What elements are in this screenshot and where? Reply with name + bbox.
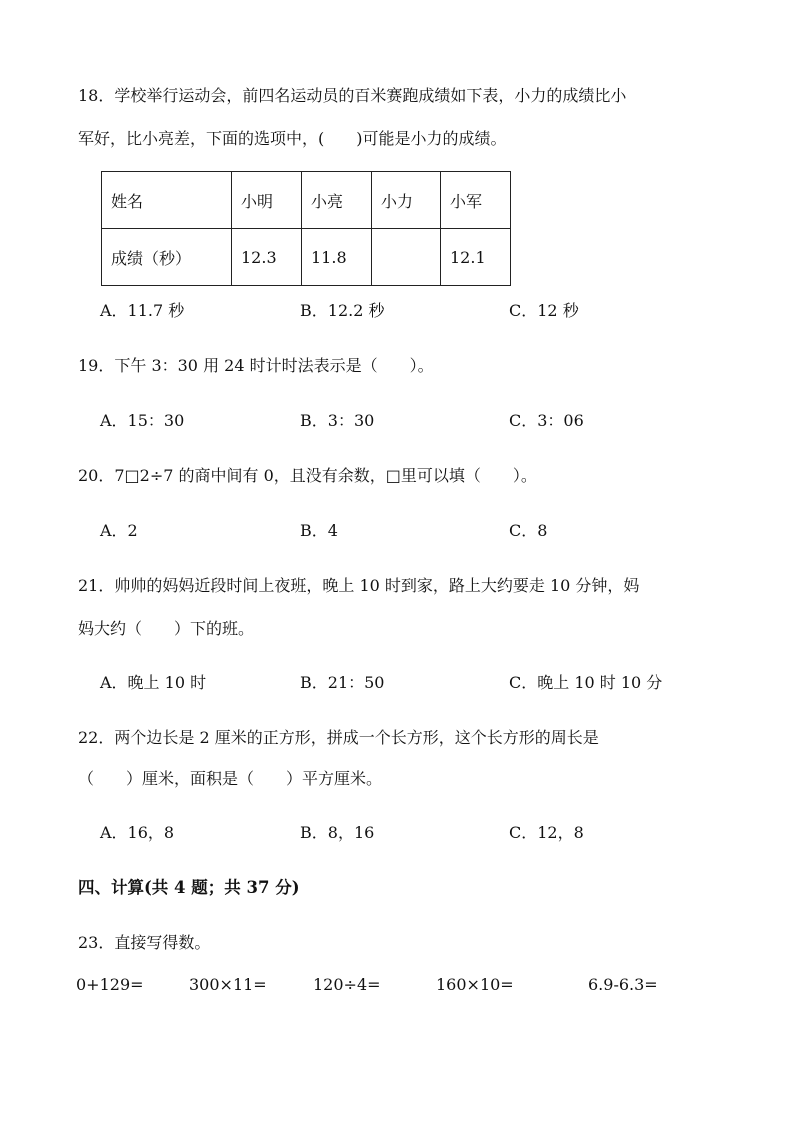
question-22-text-line-1: 22．两个边长是 2 厘米的正方形，拼成一个长方形，这个长方形的周长是	[78, 728, 599, 747]
table-cell: 姓名	[102, 172, 232, 229]
table-cell: 12.1	[441, 229, 511, 286]
section-4-title: 四、计算(共 4 题；共 37 分)	[78, 878, 300, 897]
score-table	[101, 171, 511, 286]
option-c[interactable]: C．晚上 10 时 10 分	[509, 673, 663, 692]
calc-item: 300×11=	[189, 975, 267, 994]
table-cell: 小亮	[302, 172, 372, 229]
table-row	[102, 172, 511, 229]
question-22-text-line-2: （ ）厘米，面积是（ ）平方厘米。	[78, 769, 383, 788]
calc-item: 160×10=	[436, 975, 514, 994]
option-c[interactable]: C．12 秒	[509, 301, 579, 320]
question-22-options	[100, 822, 700, 844]
question-21-text-line-1: 21．帅帅的妈妈近段时间上夜班，晚上 10 时到家，路上大约要走 10 分钟，妈	[78, 576, 640, 595]
option-b[interactable]: B．4	[300, 521, 338, 540]
question-18-text-line-2: 军好，比小亮差，下面的选项中，( )可能是小力的成绩。	[78, 129, 507, 148]
option-a[interactable]: A．11.7 秒	[100, 301, 185, 320]
calc-item: 6.9-6.3=	[588, 975, 658, 994]
table-cell: 小明	[232, 172, 302, 229]
table-cell: 成绩（秒）	[102, 229, 232, 286]
table-row	[102, 229, 511, 286]
option-a[interactable]: A．晚上 10 时	[100, 673, 207, 692]
question-21-text-line-2: 妈大约（ ）下的班。	[78, 619, 255, 638]
question-19-text: 19．下午 3：30 用 24 时计时法表示是（ ）。	[78, 356, 434, 375]
table-cell	[372, 229, 441, 286]
table-cell: 12.3	[232, 229, 302, 286]
option-c[interactable]: C．12，8	[509, 823, 584, 842]
option-b[interactable]: B．12.2 秒	[300, 301, 385, 320]
question-18-text-line-1: 18．学校举行运动会，前四名运动员的百米赛跑成绩如下表，小力的成绩比小	[78, 86, 627, 105]
option-c[interactable]: C．8	[509, 521, 548, 540]
question-23-text: 23．直接写得数。	[78, 933, 211, 952]
option-b[interactable]: B．21：50	[300, 673, 385, 692]
calc-item: 120÷4=	[313, 975, 381, 994]
option-b[interactable]: B．8，16	[300, 823, 375, 842]
option-a[interactable]: A．16，8	[100, 823, 175, 842]
question-20-text: 20．7□2÷7 的商中间有 0，且没有余数，□里可以填（ ）。	[78, 466, 537, 485]
question-20-options	[100, 520, 700, 542]
table-cell: 小力	[372, 172, 441, 229]
question-18-options	[100, 300, 700, 322]
option-b[interactable]: B．3：30	[300, 411, 375, 430]
question-19-options	[100, 410, 700, 432]
question-21-options	[100, 672, 700, 694]
calc-item: 0+129=	[76, 975, 144, 994]
option-a[interactable]: A．2	[100, 521, 138, 540]
table-cell: 小军	[441, 172, 511, 229]
table-cell: 11.8	[302, 229, 372, 286]
option-a[interactable]: A．15：30	[100, 411, 185, 430]
option-c[interactable]: C．3：06	[509, 411, 584, 430]
